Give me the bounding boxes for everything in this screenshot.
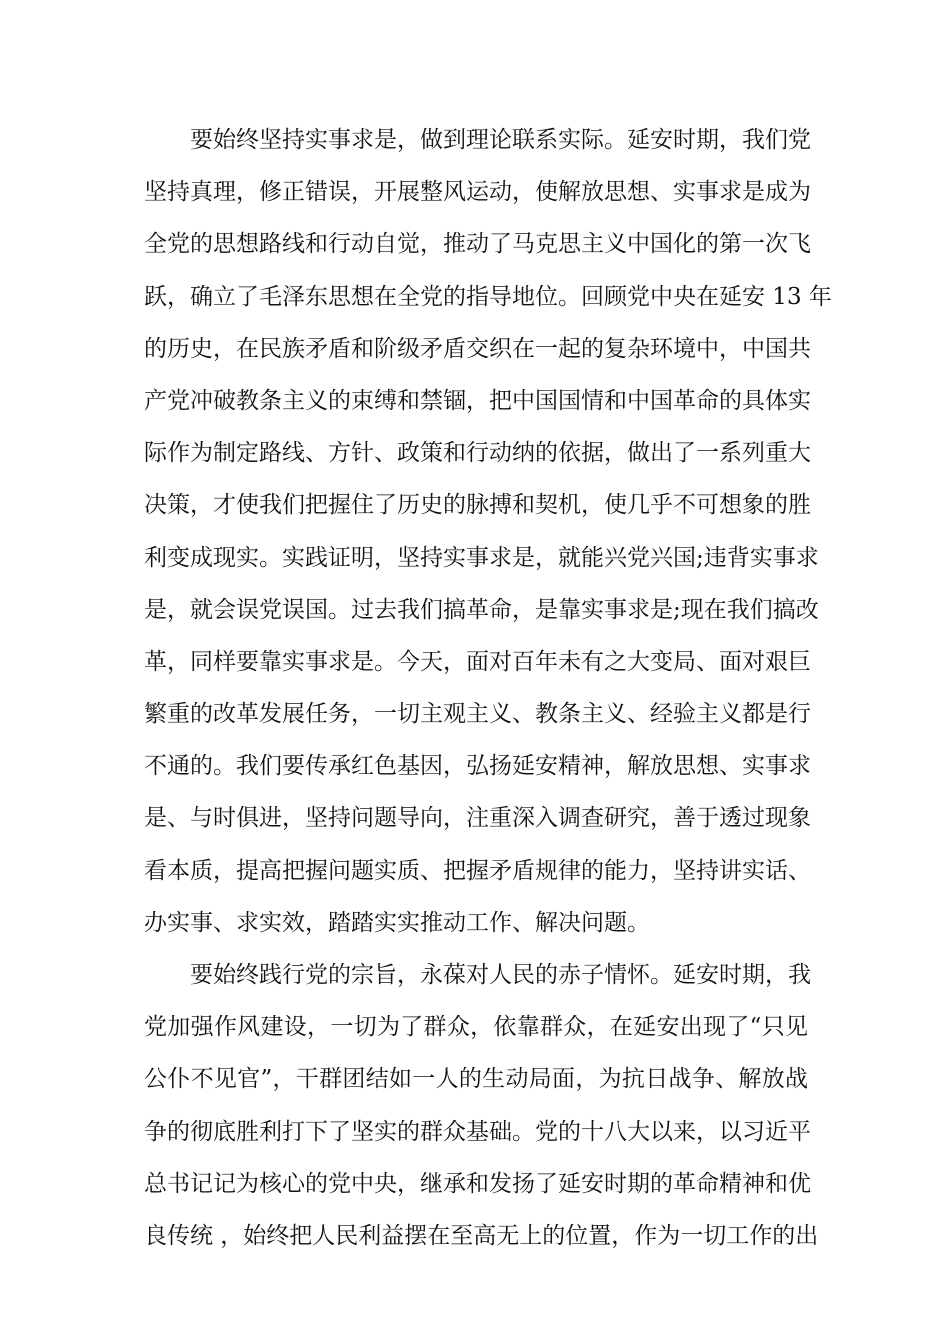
text-line: 总书记记为核心的党中央，继承和发扬了延安时期的革命精神和优 [144,1170,811,1197]
text-line: 看本质，提高把握问题实质、把握矛盾规律的能力，坚持讲实话、 [144,857,811,884]
text-line: 的历史，在民族矛盾和阶级矛盾交织在一起的复杂环境中，中国共 [144,335,811,362]
text-line: 坚持真理，修正错误，开展整风运动，使解放思想、实事求是成为 [144,179,811,206]
text-line: 是，就会误党误国。过去我们搞革命，是靠实事求是;现在我们搞改 [144,596,819,623]
text-line: 产党冲破教条主义的束缚和禁锢，把中国国情和中国革命的具体实 [144,387,811,414]
paragraph-2 [144,949,819,1262]
text-line: 要始终践行党的宗旨，永葆对人民的赤子情怀。延安时期，我 [190,962,811,988]
text-line: 良传统 ，始终把人民利益摆在至高无上的位置，作为一切工作的出 [144,1222,819,1249]
text-line: 不通的。我们要传承红色基因，弘扬延安精神，解放思想、实事求 [144,753,811,780]
text-line: 繁重的改革发展任务，一切主观主义、教条主义、经验主义都是行 [144,701,811,728]
text-line: 跃，确立了毛泽东思想在全党的指导地位。回顾党中央在延安 13 年 [144,283,832,310]
paragraph-1 [144,114,832,949]
text-line: 革，同样要靠实事求是。今天，面对百年未有之大变局、面对艰巨 [144,648,811,675]
text-line: 办实事、求实效，踏踏实实推动工作、解决问题。 [144,909,650,936]
text-line: 争的彻底胜利打下了坚实的群众基础。党的十八大以来，以习近平 [144,1118,811,1145]
text-line: 决策，才使我们把握住了历史的脉搏和契机，使几乎不可想象的胜 [144,492,811,519]
document-body [144,114,832,1262]
text-line: 是、与时俱进，坚持问题导向，注重深入调查研究，善于透过现象 [144,805,811,832]
text-line: 要始终坚持实事求是，做到理论联系实际。延安时期，我们党 [190,127,811,153]
text-line: 党加强作风建设，一切为了群众，依靠群众，在延安出现了“只见 [144,1014,808,1041]
text-line: 公仆不见官”，干群团结如一人的生动局面，为抗日战争、解放战 [144,1066,808,1093]
text-line: 利变成现实。实践证明，坚持实事求是，就能兴党兴国;违背实事求 [144,544,819,571]
text-line: 全党的思想路线和行动自觉，推动了马克思主义中国化的第一次飞 [144,231,811,258]
text-line: 际作为制定路线、方针、政策和行动纳的依据，做出了一系列重大 [144,440,811,467]
